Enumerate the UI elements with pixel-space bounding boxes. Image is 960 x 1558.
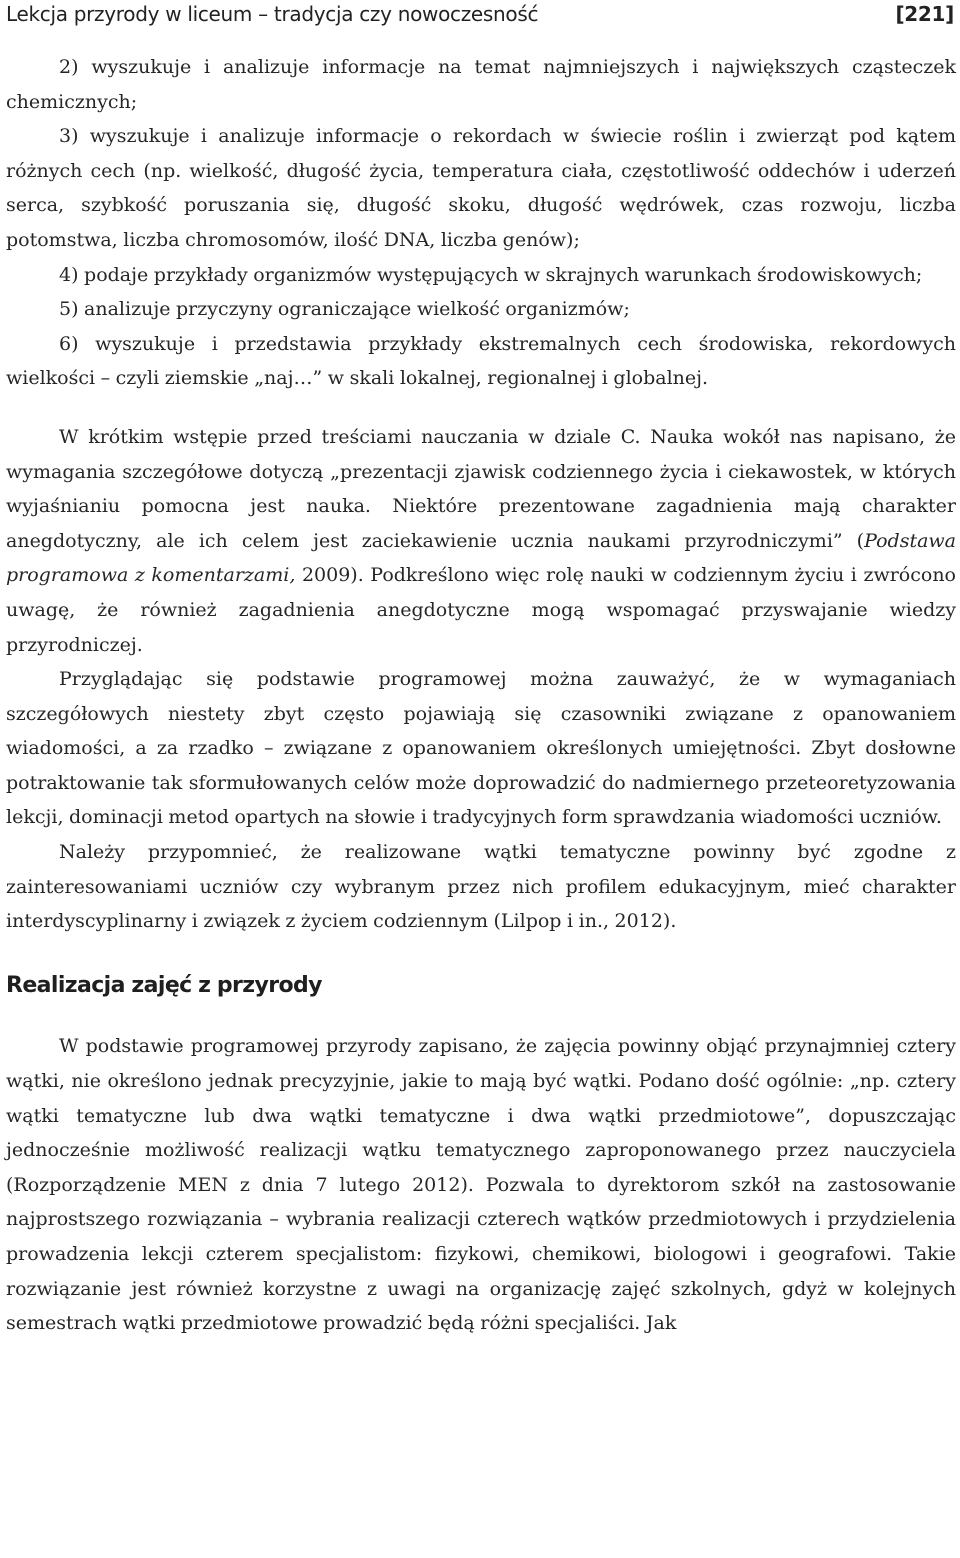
paragraph: Przyglądając się podstawie programowej można zauważyć, że w wymaganiach szczegółowych niestety zbyt często pojawiają się czasowniki związane z opanowaniem wiadomości, a za rzadko – związane z opanowaniem określonych umiejętności. Zbyt dosłowne potraktowanie tak sformułowanych celów może doprowadzić do nadmiernego przeteoretyzowania lekcji, dominacji metod opartych na słowie i tradycyjnych form sprawdzania wiadomości uczniów. <box>6 668 956 829</box>
list-item: 3) wyszukuje i analizuje informacje o rekordach w świecie roślin i zwierząt pod kątem różnych cech (np. wielkość, długość życia, temperatura ciała, częstotliwość oddechów i uderzeń serca, szybkość poruszania się, długość skoku, długość wędrówek, czas rozwoju, liczba potomstwa, liczba chromosomów, ilość DNA, liczba genów); <box>6 125 956 251</box>
running-title: Lekcja przyrody w liceum – tradycja czy nowoczesność <box>6 2 539 26</box>
paragraph <box>6 420 956 662</box>
document-body <box>6 50 956 1341</box>
paragraphs-block <box>6 420 956 939</box>
list-item: 6) wyszukuje i przedstawia przykłady ekstremalnych cech środowiska, rekordowych wielkości – czyli ziemskie „naj…” w skali lokalnej, regionalnej i globalnej. <box>6 332 956 390</box>
requirements-list <box>6 50 956 396</box>
section-heading: Realizacja zajęć z przyrody <box>6 972 322 998</box>
page-number: [221] <box>895 2 954 26</box>
running-header <box>6 0 956 30</box>
paragraph: W podstawie programowej przyrody zapisano, że zajęcia powinny objąć przynajmniej cztery wątki, nie określono jednak precyzyjnie, jakie to mają być wątki. Podano dość ogólnie: „np. cztery wątki tematyczne lub dwa wątki tematyczne i dwa wątki przedmiotowe”, dopuszczając jednocześnie możliwość realizacji wątku tematycznego zaproponowanego przez nauczyciela (Rozporządzenie MEN z dnia 7 lutego 2012). Pozwala to dyrektorom szkół na zastosowanie najprostszego rozwiązania – wybrania realizacji czterech wątków przedmiotowych i przydzielenia prowadzenia lekcji czterem specjalistom: fizykowi, chemikowi, biologowi i geografowi. Takie rozwiązanie jest również korzystne z uwagi na organizację zajęć szkolnych, gdyż w kolejnych semestrach wątki przedmiotowe prowadzić będą różni specjaliści. Jak <box>6 1035 956 1335</box>
list-item: 2) wyszukuje i analizuje informacje na temat najmniejszych i największych cząsteczek chemicznych; <box>6 56 956 113</box>
paragraph: Należy przypomnieć, że realizowane wątki tematyczne powinny być zgodne z zainteresowaniami uczniów czy wybranym przez nich profilem edukacyjnym, mieć charakter interdyscyplinarny i związek z życiem codziennym (Lilpop i in., 2012). <box>6 841 956 933</box>
list-item: 5) analizuje przyczyny ograniczające wielkość organizmów; <box>59 298 630 321</box>
paragraph-text: W krótkim wstępie przed treściami nauczania w dziale C. Nauka wokół nas napisano, że wymagania szczegółowe dotyczą „prezentacji zjawisk codziennego życia i ciekawostek, w których wyjaśnianiu pomocna jest nauka. Niektóre prezentowane zagadnienia mają charakter anegdotyczny, ale ich celem jest zaciekawienie ucznia naukami przyrodniczymi” ( <box>6 425 956 552</box>
document-page <box>6 0 956 1341</box>
paragraph-text: 2009). Podkreślono więc rolę nauki w codziennym życiu i zwrócono uwagę, że również zagadnienia anegdotyczne mogą wspomagać przyswajanie wiedzy przyrodniczej. <box>6 564 956 656</box>
list-item: 4) podaje przykłady organizmów występujących w skrajnych warunkach środowiskowych; <box>59 263 923 286</box>
citation-title: Podstawa programowa z komentarzami, <box>6 529 956 587</box>
